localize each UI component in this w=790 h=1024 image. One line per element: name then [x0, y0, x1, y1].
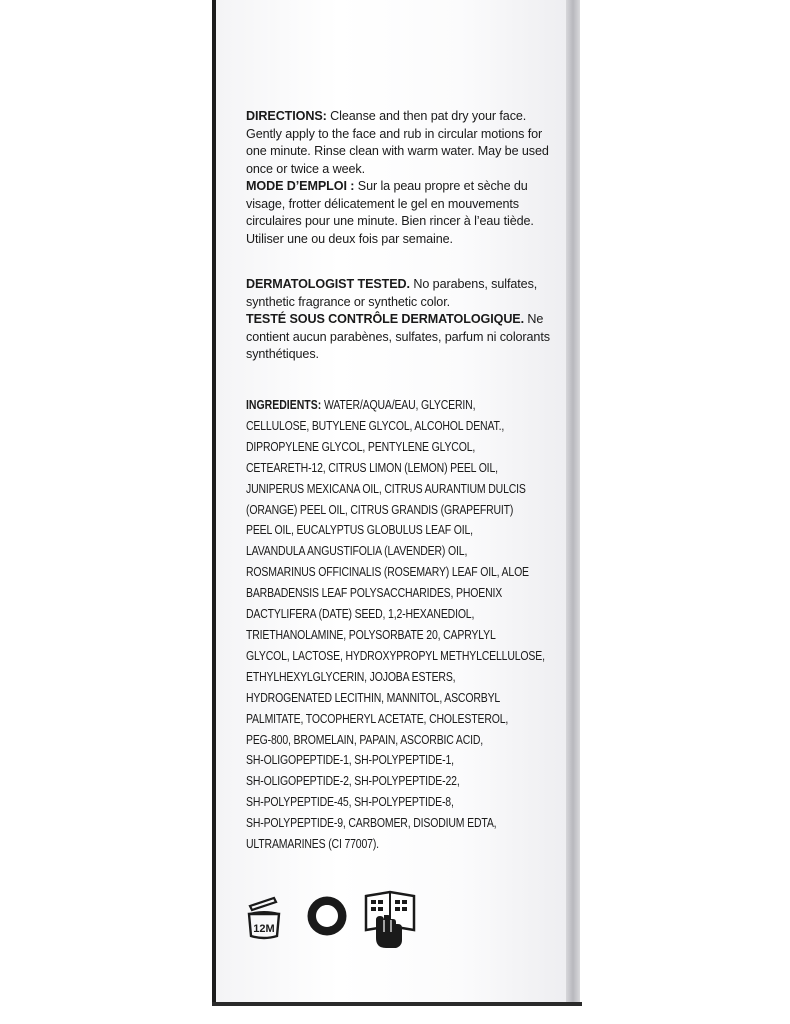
ingredients-line: BARBADENSIS LEAF POLYSACCHARIDES, PHOENIX: [246, 585, 503, 601]
ingredients-line: CETEARETH-12, CITRUS LIMON (LEMON) PEEL OIL,: [246, 459, 498, 475]
package-side: [566, 0, 580, 1005]
ingredients-line: ULTRAMARINES (CI 77007).: [246, 836, 379, 852]
teste-label: TESTÉ SOUS CONTRÔLE DERMATOLOGIQUE.: [246, 312, 525, 326]
symbol-row: [244, 890, 464, 950]
pao-label: 12M: [253, 923, 275, 935]
ingredients-line: SH-POLYPEPTIDE-45, SH-POLYPEPTIDE-8,: [246, 794, 454, 810]
ingredients-line: DACTYLIFERA (DATE) SEED, 1,2-HEXANEDIOL,: [246, 606, 475, 622]
read-manual-icon: [362, 890, 418, 952]
pao-jar-icon: [244, 892, 284, 942]
ingredients-section: [246, 395, 549, 855]
ingredients-line: SH-OLIGOPEPTIDE-1, SH-POLYPEPTIDE-1,: [246, 752, 454, 768]
teste-text: Ne contient aucun parabènes, sulfates, parfum ni colorants synthétiques.: [246, 312, 550, 361]
ingredients-line: INGREDIENTS: WATER/AQUA/EAU, GLYCERIN,: [246, 397, 476, 412]
ingredients-line: ETHYLHEXYLGLYCERIN, JOJOBA ESTERS,: [246, 668, 456, 684]
directions-section: [246, 108, 558, 248]
background: [0, 0, 214, 1024]
ingredients-line: GLYCOL, LACTOSE, HYDROXYPROPYL METHYLCELLULOSE,: [246, 647, 545, 663]
ingredients-label: INGREDIENTS:: [246, 397, 322, 412]
ingredients-line: (ORANGE) PEEL OIL, CITRUS GRANDIS (GRAPEFRUIT): [246, 501, 514, 517]
directions-label: DIRECTIONS:: [246, 109, 327, 123]
ingredients-line: PALMITATE, TOCOPHERYL ACETATE, CHOLESTEROL,: [246, 710, 509, 726]
mode-emploi-label: MODE D’EMPLOI :: [246, 179, 355, 193]
ingredients-line: SH-POLYPEPTIDE-9, CARBOMER, DISODIUM EDTA,: [246, 815, 497, 831]
ingredients-line: PEEL OIL, EUCALYPTUS GLOBULUS LEAF OIL,: [246, 522, 473, 538]
ingredients-line: DIPROPYLENE GLYCOL, PENTYLENE GLYCOL,: [246, 438, 476, 454]
derm-tested-label: DERMATOLOGIST TESTED.: [246, 277, 410, 291]
recycle-icon: [305, 894, 349, 938]
ingredients-line: PEG-800, BROMELAIN, PAPAIN, ASCORBIC ACID,: [246, 731, 484, 747]
directions-text: Cleanse and then pat dry your face. Gently apply to the face and rub in circular motions for one minute. Rinse clean with warm water. May be used once or twice a week.: [246, 109, 549, 176]
ingredients-line: CELLULOSE, BUTYLENE GLYCOL, ALCOHOL DENAT.,: [246, 417, 505, 433]
ingredients-line: SH-OLIGOPEPTIDE-2, SH-POLYPEPTIDE-22,: [246, 773, 460, 789]
background-bottom: [0, 1006, 790, 1024]
mode-emploi-text: Sur la peau propre et sèche du visage, frotter délicatement le gel en mouvements circulaires pour une minute. Bien rincer à l’eau tiède. Utiliser une ou deux fois par semaine.: [246, 179, 534, 246]
ingredients-line: LAVANDULA ANGUSTIFOLIA (LAVENDER) OIL,: [246, 543, 468, 559]
ingredients-line: JUNIPERUS MEXICANA OIL, CITRUS AURANTIUM DULCIS: [246, 480, 526, 496]
ingredients-line: ROSMARINUS OFFICINALIS (ROSEMARY) LEAF OIL, ALOE: [246, 564, 529, 580]
dermatologist-section: [246, 276, 558, 364]
ingredients-line: TRIETHANOLAMINE, POLYSORBATE 20, CAPRYLYL: [246, 626, 496, 642]
derm-tested-text: No parabens, sulfates, synthetic fragrance or synthetic color.: [246, 277, 538, 309]
ingredients-line: HYDROGENATED LECITHIN, MANNITOL, ASCORBYL: [246, 689, 501, 705]
